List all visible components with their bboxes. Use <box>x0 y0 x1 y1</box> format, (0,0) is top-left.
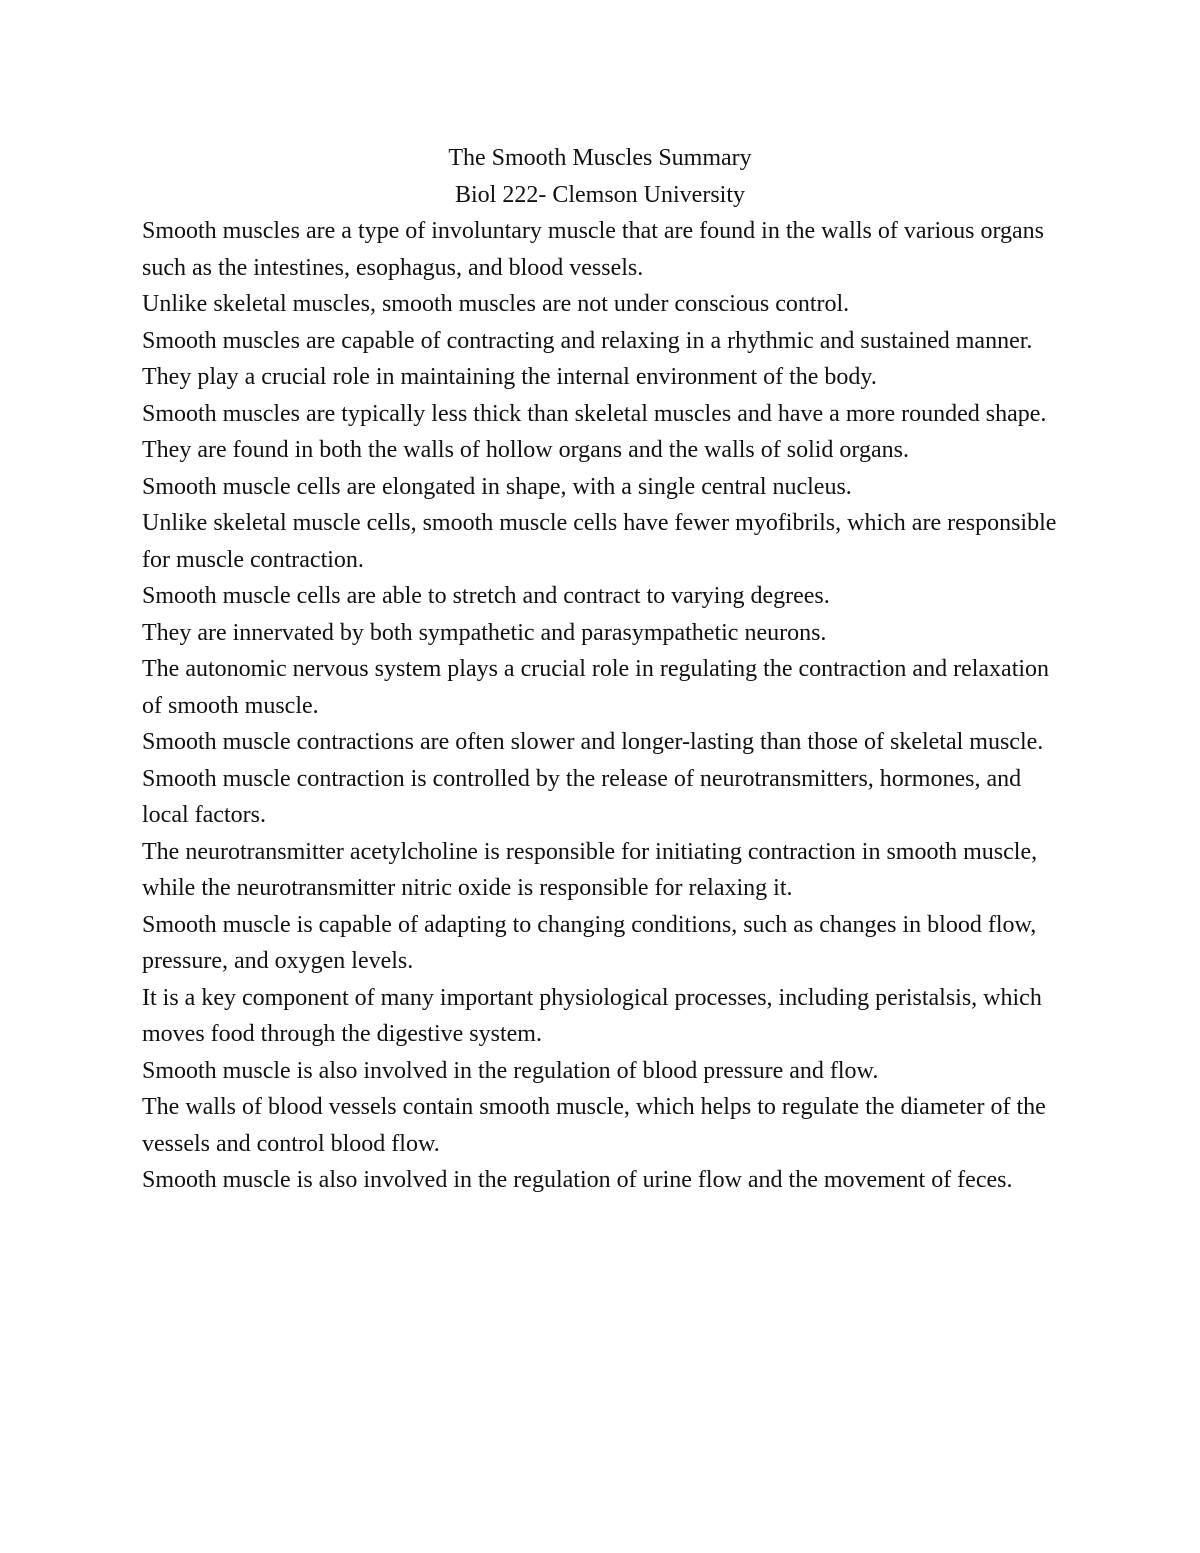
paragraph: Smooth muscle is capable of adapting to changing conditions, such as changes in blood flow, pressure, and oxygen levels. <box>142 911 1037 974</box>
paragraph: Smooth muscle cells are able to stretch and contract to varying degrees. <box>142 583 830 609</box>
paragraph: Smooth muscle contractions are often slower and longer-lasting than those of skeletal muscle. <box>142 729 1044 755</box>
document-title: The Smooth Muscles Summary <box>448 145 752 171</box>
paragraph: Smooth muscle is also involved in the regulation of blood pressure and flow. <box>142 1057 879 1084</box>
paragraph: It is a key component of many important physiological processes, including peristalsis, which moves food through the digestive system. <box>142 984 1042 1047</box>
paragraph: Smooth muscles are capable of contracting and relaxing in a rhythmic and sustained manner. <box>142 327 1033 354</box>
paragraph: Unlike skeletal muscles, smooth muscles are not under conscious control. <box>142 291 850 317</box>
paragraph: The neurotransmitter acetylcholine is responsible for initiating contraction in smooth muscle, while the neurotransmitter nitric oxide is responsible for relaxing it. <box>142 838 1038 901</box>
paragraph: They are innervated by both sympathetic and parasympathetic neurons. <box>142 619 827 646</box>
paragraph: Smooth muscle cells are elongated in shape, with a single central nucleus. <box>142 473 852 500</box>
paragraph: Smooth muscle is also involved in the regulation of urine flow and the movement of feces. <box>142 1167 1013 1193</box>
document-subtitle: Biol 222- Clemson University <box>455 181 745 208</box>
paragraph: Smooth muscles are typically less thick than skeletal muscles and have a more rounded shape. <box>142 400 1047 427</box>
paragraph: Smooth muscles are a type of involuntary muscle that are found in the walls of various organs such as the intestines, esophagus, and blood vessels. <box>142 218 1045 281</box>
paragraph: They are found in both the walls of hollow organs and the walls of solid organs. <box>142 437 909 463</box>
paragraph: The autonomic nervous system plays a crucial role in regulating the contraction and relaxation of smooth muscle. <box>142 656 1050 719</box>
paragraph: Unlike skeletal muscle cells, smooth muscle cells have fewer myofibrils, which are responsible for muscle contraction. <box>142 510 1057 573</box>
paragraph: Smooth muscle contraction is controlled by the release of neurotransmitters, hormones, and local factors. <box>142 765 1022 828</box>
paragraph: They play a crucial role in maintaining the internal environment of the body. <box>142 364 877 390</box>
paragraph: The walls of blood vessels contain smooth muscle, which helps to regulate the diameter of the vessels and control blood flow. <box>142 1094 1046 1157</box>
document-body <box>142 213 1072 1199</box>
document-header <box>0 140 1200 213</box>
